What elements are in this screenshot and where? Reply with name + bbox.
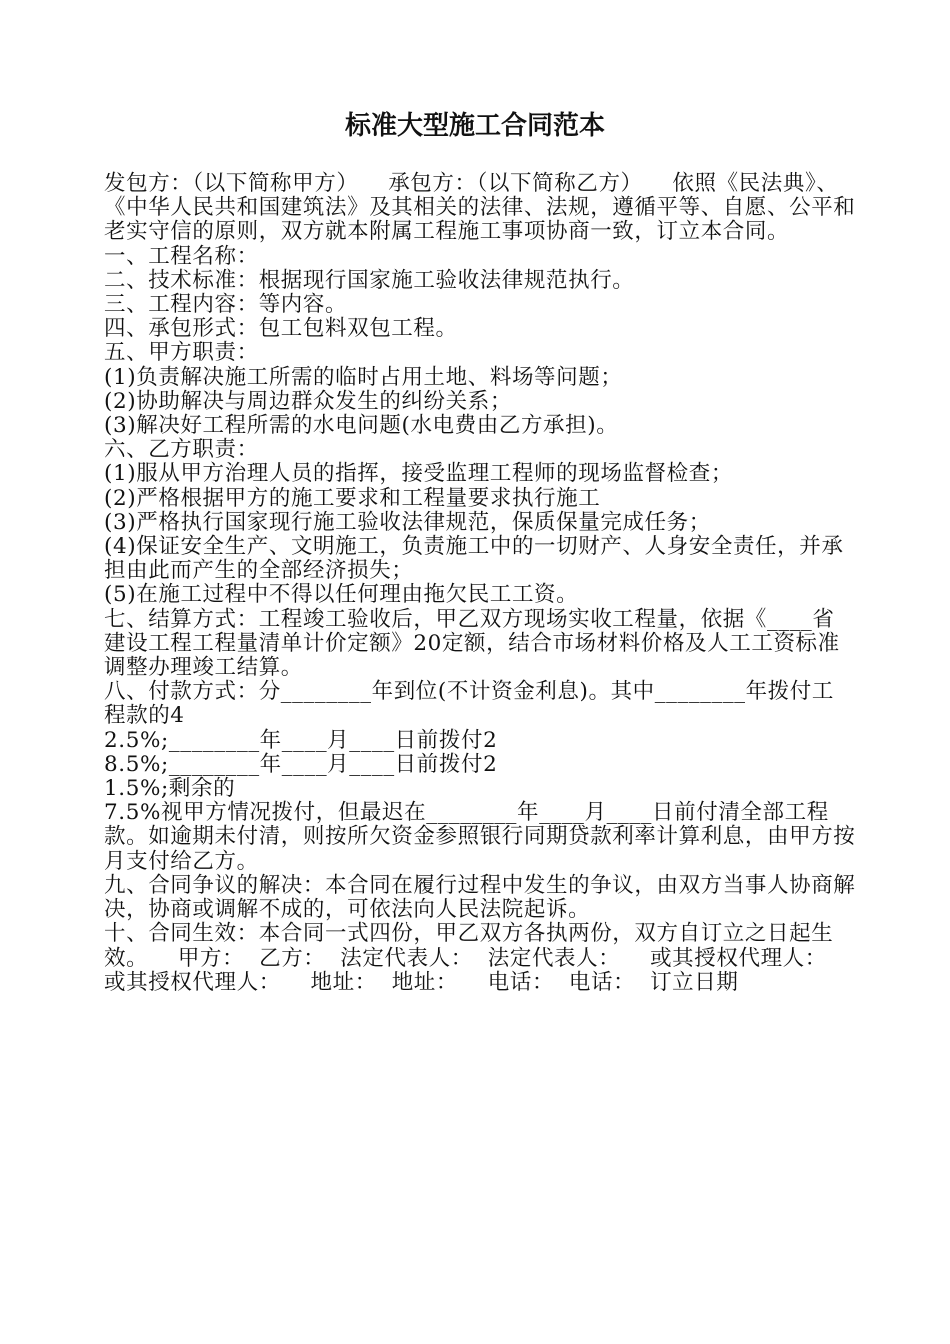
party-b-duty-item: (4)保证安全生产、文明施工，负责施工中的一切财产、人身安全责任，并承担由此而产生的全部经济损失；: [104, 534, 844, 584]
document-body: [104, 172, 856, 995]
payment-line: 8.5%;________年____月____日前拨付2: [104, 751, 498, 777]
payment-line: 2.5%;________年____月____日前拨付2: [104, 727, 498, 753]
payment-line: 1.5%;剩余的: [104, 776, 236, 802]
clause-3-project-content: 三、工程内容：等内容。: [104, 292, 348, 318]
party-a-duty-item: (3)解决好工程所需的水电问题(水电费由乙方承担)。: [104, 413, 619, 439]
party-b-duty-item: (3)严格执行国家现行施工验收法律规范，保质保量完成任务；: [104, 509, 711, 535]
document-title: 标准大型施工合同范本: [344, 111, 605, 141]
preamble-paragraph: 发包方：（以下简称甲方） 承包方：（以下简称乙方） 依照《民法典》、《中华人民共和国建筑法》及其相关的法律、法规，遵循平等、自愿、公平和老实守信的原则，双方就本附属工程施工事项协商一致，订立本合同。: [104, 171, 856, 245]
clause-10-effectiveness: 十、合同生效：本合同一式四份，甲乙双方各执两份，双方自订立之日起生效。 甲方： 乙方： 法定代表人： 法定代表人： 或其授权代理人： 或其授权代理人： 地址： 地址： 电话： 电话： 订立日期: [104, 921, 842, 995]
party-a-duty-item: (1)负责解决施工所需的临时占用土地、料场等问题；: [104, 364, 623, 390]
clause-8-payment: 八、付款方式：分________年到位(不计资金利息)。其中________年拨付工程款的4: [104, 679, 834, 729]
payment-line: 7.5%视甲方情况拨付，但最迟在________年____月____日前付清全部工程款。如逾期未付清，则按所欠资金参照银行同期贷款利率计算利息，由甲方按月支付给乙方。: [104, 800, 856, 874]
clause-9-dispute-resolution: 九、合同争议的解决：本合同在履行过程中发生的争议，由双方当事人协商解决，协商或调解不成的，可依法向人民法院起诉。: [104, 872, 856, 923]
party-b-duty-item: (1)服从甲方治理人员的指挥，接受监理工程师的现场监督检查；: [104, 461, 733, 487]
party-b-duty-item: (2)严格根据甲方的施工要求和工程量要求执行施工: [104, 485, 601, 511]
clause-4-contract-form: 四、承包形式：包工包料双包工程。: [104, 316, 458, 342]
party-b-duty-item: (5)在施工过程中不得以任何理由拖欠民工工资。: [104, 582, 579, 608]
clause-6-party-b-duties: 六、乙方职责：: [104, 437, 259, 463]
clause-7-settlement: 七、结算方式：工程竣工验收后，甲乙双方现场实收工程量，依据《____省建设工程工程量清单计价定额》20定额，结合市场材料价格及人工工资标准调整办理竣工结算。: [104, 606, 840, 681]
clause-2-technical-standard: 二、技术标准：根据现行国家施工验收法律规范执行。: [104, 267, 635, 293]
clause-1-project-name: 一、工程名称：: [104, 243, 259, 269]
clause-5-party-a-duties: 五、甲方职责：: [104, 340, 259, 366]
party-a-duty-item: (2)协助解决与周边群众发生的纠纷关系；: [104, 388, 512, 414]
